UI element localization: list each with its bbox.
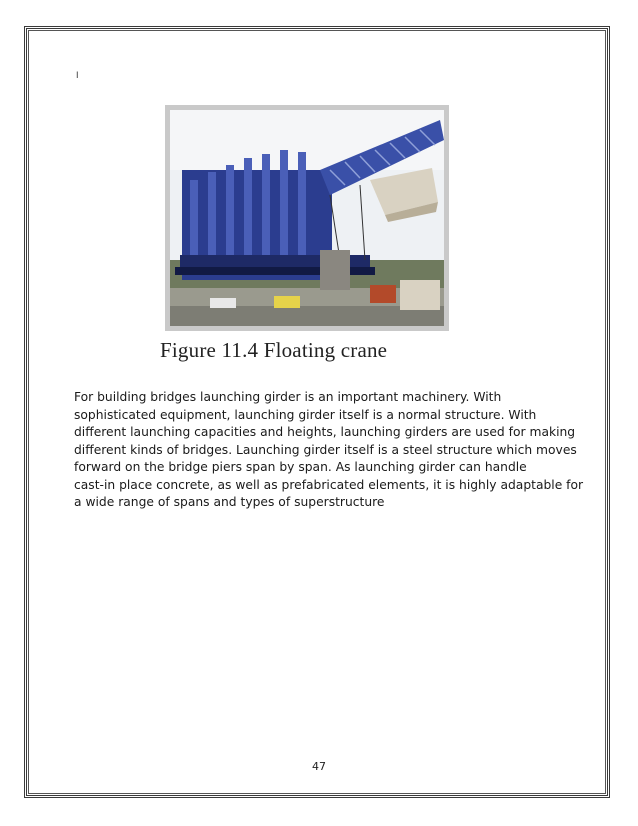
paragraph-line: For building bridges launching girder is an important machinery. With (74, 390, 502, 404)
paragraph-line: a wide range of spans and types of superstructure (74, 495, 385, 509)
paragraph-line: different kinds of bridges. Launching girder itself is a steel structure which moves (74, 442, 577, 457)
paragraph-line: forward on the bridge piers span by span. As launching girder can handle (74, 460, 527, 474)
paragraph-line: different launching capacities and heights, launching girders are used for making (74, 425, 576, 439)
paragraph-line: sophisticated equipment, launching girder itself is a normal structure. With (74, 407, 537, 422)
stray-mark: I (76, 70, 79, 80)
figure-photo (170, 110, 444, 326)
figure-caption: Figure 11.4 Floating crane (160, 338, 388, 362)
paragraph-line: cast-in place concrete, as well as prefabricated elements, it is highly adaptable for (74, 477, 584, 492)
body-paragraph (74, 389, 584, 512)
page-number: 47 (312, 760, 326, 773)
figure-frame (165, 105, 449, 331)
